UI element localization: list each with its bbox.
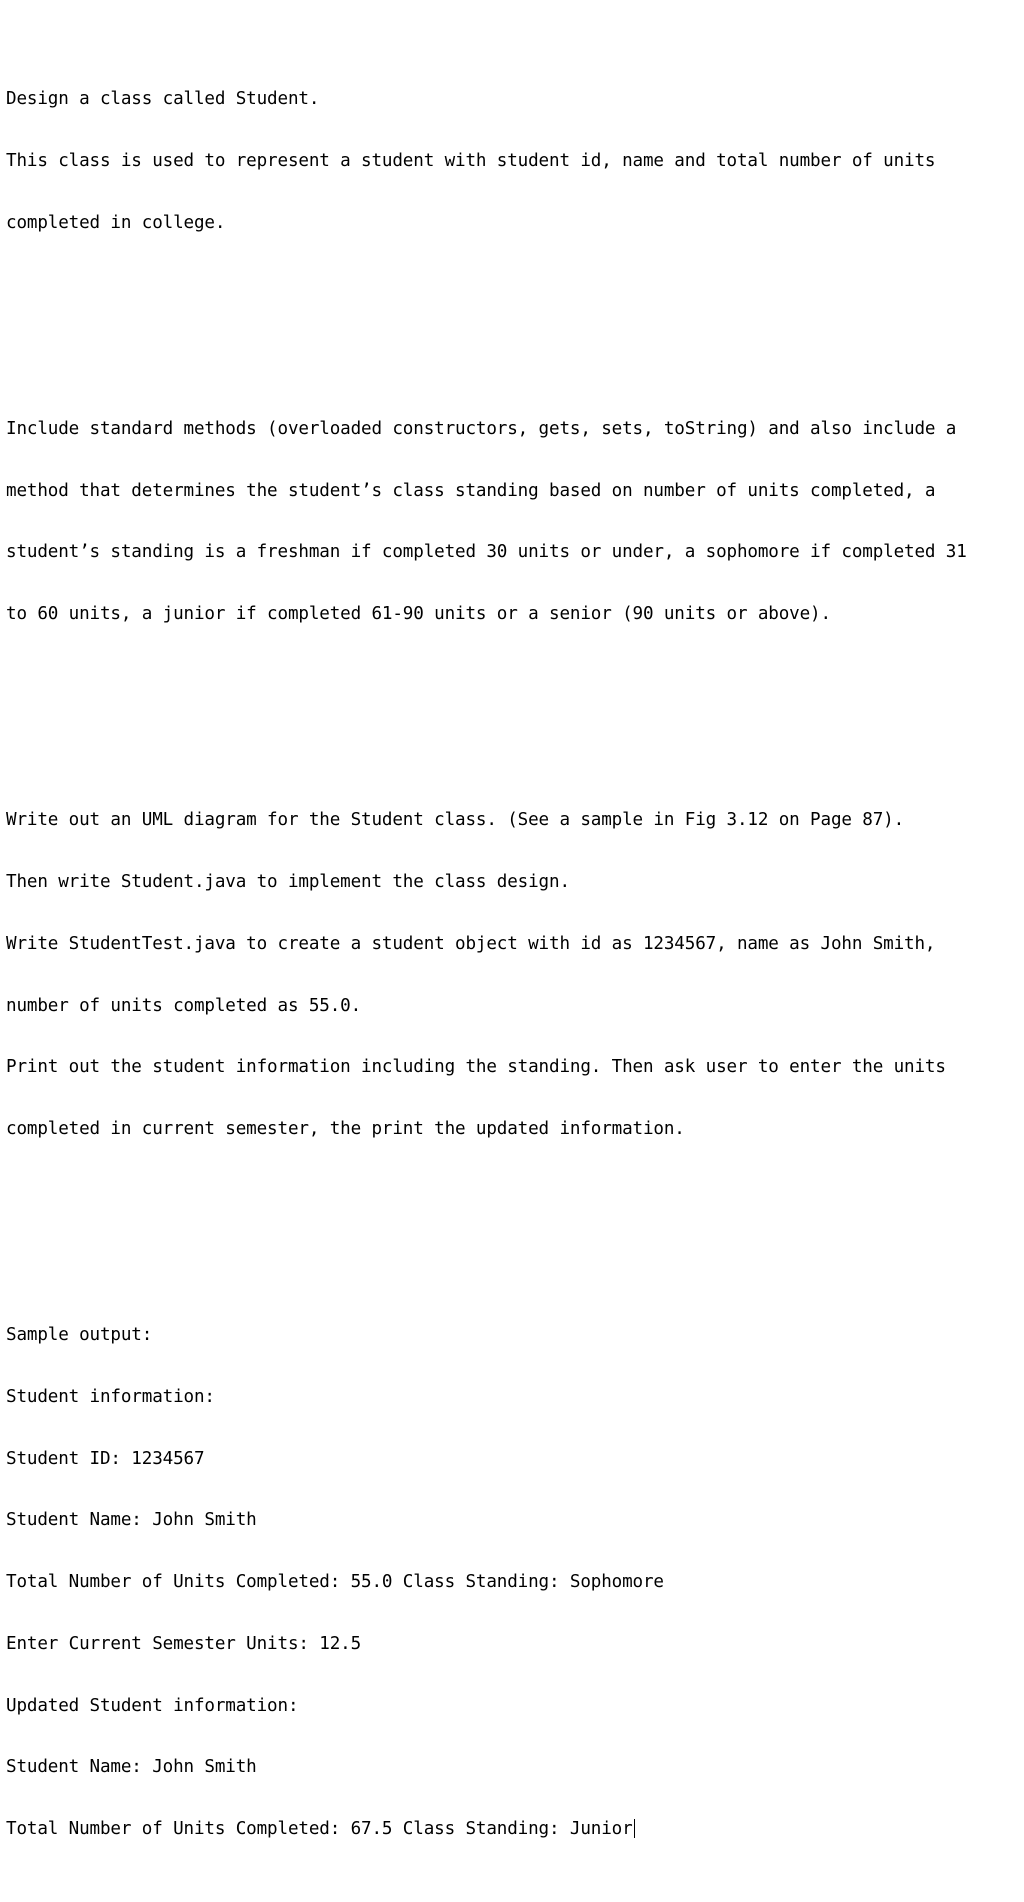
document-text <box>6 7 1022 1902</box>
text-line: Total Number of Units Completed: 67.5 Class Standing: Junior <box>6 1819 633 1840</box>
text-line: Student ID: 1234567 <box>6 1448 205 1469</box>
text-line: Include standard methods (overloaded constructors, gets, sets, toString) and also include a <box>6 418 957 439</box>
text-line: to 60 units, a junior if completed 61-90 units or a senior (90 units or above). <box>6 604 831 625</box>
text-line: number of units completed as 55.0. <box>6 995 362 1016</box>
text-line: Student information: <box>6 1386 215 1407</box>
text-line: Student Name: John Smith <box>6 1757 257 1778</box>
text-line: method that determines the student’s class standing based on number of units completed, a <box>6 480 936 501</box>
blank-line <box>6 707 1022 728</box>
text-line: Design a class called Student. <box>6 89 320 110</box>
blank-line <box>6 316 1022 337</box>
text-line: Then write Student.java to implement the class design. <box>6 871 570 892</box>
text-line: Updated Student information: <box>6 1695 299 1716</box>
last-line[interactable] <box>6 1819 1022 1840</box>
text-line: Write StudentTest.java to create a student object with id as 1234567, name as John Smith, <box>6 933 936 954</box>
text-line: Student Name: John Smith <box>6 1510 257 1531</box>
text-line: Total Number of Units Completed: 55.0 Class Standing: Sophomore <box>6 1572 664 1593</box>
text-line: student’s standing is a freshman if completed 30 units or under, a sophomore if completed 31 <box>6 542 967 563</box>
text-cursor <box>634 1819 636 1838</box>
text-line: completed in current semester, the print the updated information. <box>6 1119 685 1140</box>
text-line: This class is used to represent a student with student id, name and total number of units <box>6 151 936 172</box>
paragraph-methods <box>6 378 1022 666</box>
text-line: Sample output: <box>6 1325 153 1345</box>
text-line: Write out an UML diagram for the Student class. (See a sample in Fig 3.12 on Page 87). <box>6 810 905 831</box>
text-line: Enter Current Semester Units: 12.5 <box>6 1633 362 1654</box>
text-line: completed in college. <box>6 212 226 233</box>
paragraph-instructions <box>6 769 1022 1181</box>
blank-line <box>6 1222 1022 1243</box>
paragraph-sample-output <box>6 1284 1022 1881</box>
paragraph-intro <box>6 48 1022 275</box>
text-line: Print out the student information including the standing. Then ask user to enter the units <box>6 1057 946 1078</box>
